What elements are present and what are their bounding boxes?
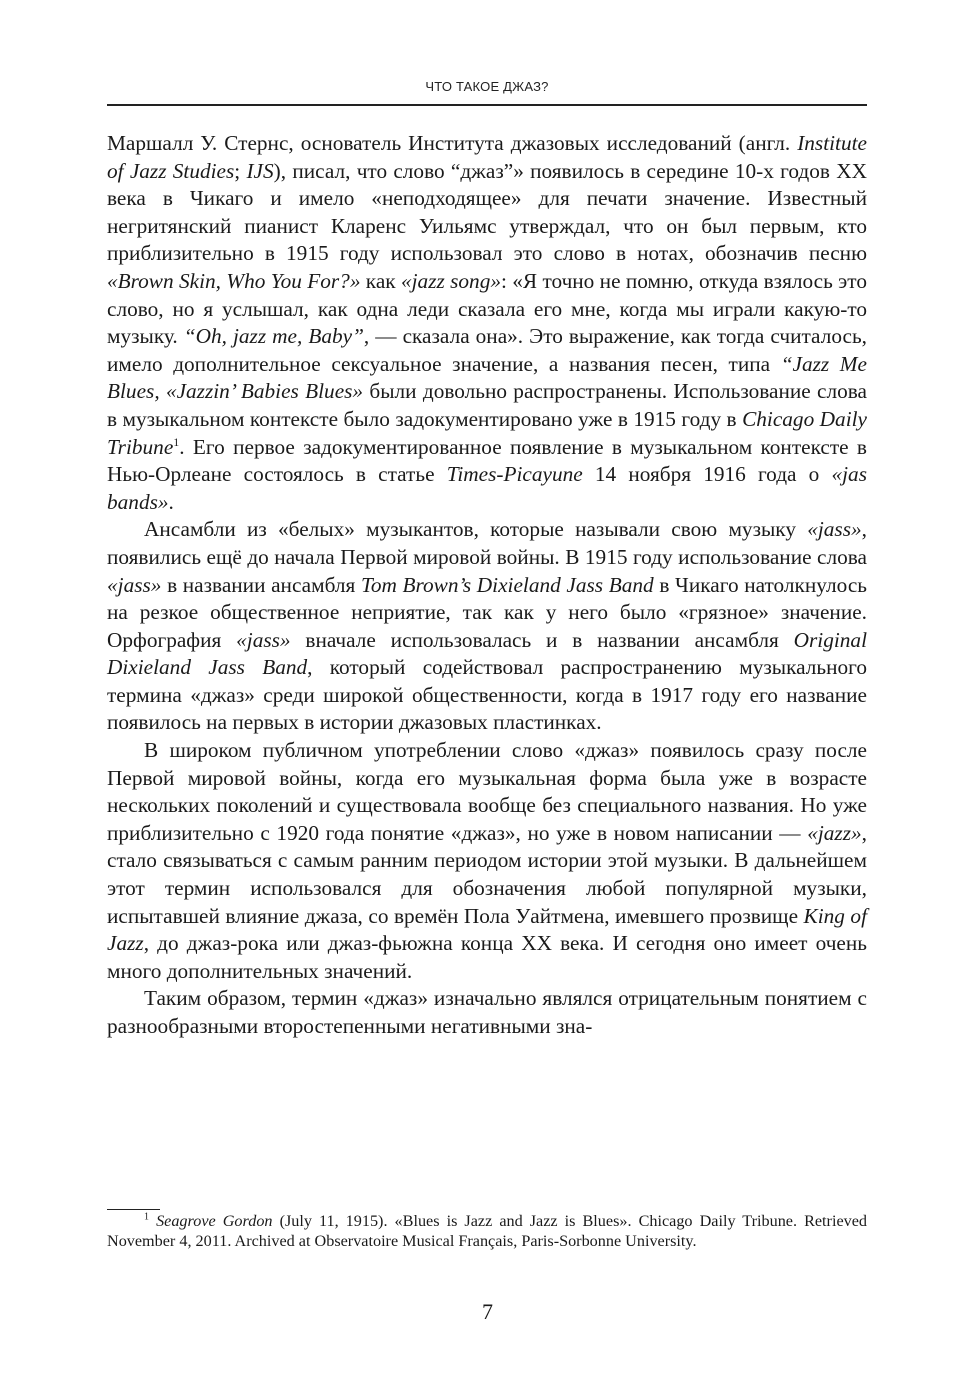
footnote-text: (July 11, 1915). «Blues is Jazz and Jazz is Blues». Chicago Daily Tribune. Retrieved November 4, 2011. Archived at Observatoire Musical Français, Paris-Sorbonne University. — [107, 1212, 868, 1250]
text-run: , стало связываться с самым ранним периодом истории этой музыки. В дальнейшем этот термин использовался для обозначения любой популярной музыки, испытавшей влияние джаза, со времён Пола Уайтмена, имевшего прозвище — [107, 820, 867, 928]
italic-text: Times-Picayune — [446, 462, 583, 487]
text-run: , до джаз-рока или джаз-фьюжна конца XX века. И сегодня оно имеет очень много дополнительных значений. — [107, 931, 867, 983]
text-run: . — [168, 489, 174, 514]
text-run: ; — [234, 158, 247, 183]
text-run: В широком публичном употреблении слово «джаз» появилось сразу после Первой мировой войны, когда его музыкальная форма была уже в возрасте нескольких поколений и существовала вообще без специального названия. Но уже приблизительно с 1920 года понятие «джаз», но уже в новом написании — — [107, 738, 867, 845]
italic-text: Tom Brown’s Dixieland Jass Band — [360, 572, 654, 597]
italic-text: Original Dixieland Jass Band — [107, 627, 867, 680]
text-run: Ансамбли из «белых» музыкантов, которые называли свою музыку — [144, 517, 808, 542]
italic-text: Institute of Jazz Studies — [107, 131, 867, 183]
paragraph — [107, 985, 867, 1040]
italic-text: «jass» — [236, 627, 291, 652]
italic-text: «jass» — [107, 572, 162, 597]
text-run: , который содействовал распространению музыкального термина «джаз» среди широкой общественности, когда в 1917 году его название появилось на первых в истории джазовых пластинках. — [107, 655, 867, 735]
running-head-title: ЧТО ТАКОЕ ДЖАЗ? — [425, 79, 549, 94]
body-text — [107, 130, 867, 1041]
text-run: Маршалл У. Стернс, основатель Института джазовых исследований (англ. — [107, 131, 798, 155]
text-run: в Чикаго натолкнулось на резкое общественное неприятие, так как у него было «грязное» значение. Орфография — [107, 572, 867, 652]
italic-text: «jazz song» — [400, 268, 501, 293]
italic-text: “Jazz Me Blues, «Jazzin’ Babies Blues» — [107, 351, 868, 404]
text-run: вначале использовалась и в названии ансамбля — [290, 627, 794, 652]
text-run: Таким образом, термин «джаз» изначально являлся отрицательным понятием с разнообразными второстепенными негативными зна- — [107, 986, 867, 1038]
text-run: , появились ещё до начала Первой мировой войны. В 1915 году использование слова — [107, 517, 867, 569]
italic-text: Chicago Daily Tribune — [107, 406, 867, 459]
footnote-marker: 1 — [144, 1211, 149, 1223]
text-run: ), писал, что слово “джаз”» появилось в середине 10-х годов XX века в Чикаго и имело «неподходящее» для печати значение. Известный негритянский пианист Кларенс Уильямс утверждал, что он был первым, кто приблизительно в 1915 году использовал это слово в нотах, обозначив песню — [107, 158, 867, 266]
header-rule — [107, 104, 867, 106]
italic-text: «jazz» — [807, 820, 862, 845]
footnote-reference[interactable]: 1 — [173, 434, 180, 449]
text-run: были довольно распространены. Использование слова в музыкальном контексте было задокументировано уже в 1915 году в — [107, 379, 867, 431]
footnote — [107, 1212, 867, 1251]
italic-text: «jas bands» — [107, 462, 867, 514]
text-run: : «Я точно не помню, откуда взялось это слово, но я услышал, как одна леди сказала его мне, когда мы играли какую-то музыку. — [107, 268, 867, 349]
page-number: 7 — [482, 1299, 493, 1324]
paragraph — [107, 130, 867, 516]
text-run: , — сказала она». Это выражение, как тогда считалось, имело дополнительное сексуальное значение, а названия песен, типа — [107, 324, 867, 376]
text-run: . Его первое задокументированное появление в музыкальном контексте в Нью-Орлеане состоялось в статье — [107, 434, 867, 487]
italic-text: IJS — [246, 158, 274, 183]
italic-text: «Brown Skin, Who You For?» — [107, 268, 361, 293]
text-run: как — [360, 268, 401, 293]
italic-text: “Oh, jazz me, Baby” — [183, 324, 364, 349]
italic-text: «jass» — [807, 517, 862, 542]
footnote-author: Seagrove Gordon — [156, 1212, 273, 1230]
paragraph — [107, 516, 867, 737]
footnote-rule — [107, 1209, 160, 1210]
text-run: 14 ноября 1916 года о — [582, 462, 832, 487]
text-run: в названии ансамбля — [161, 572, 361, 597]
paragraph — [107, 737, 867, 985]
italic-text: King of Jazz — [107, 903, 867, 956]
